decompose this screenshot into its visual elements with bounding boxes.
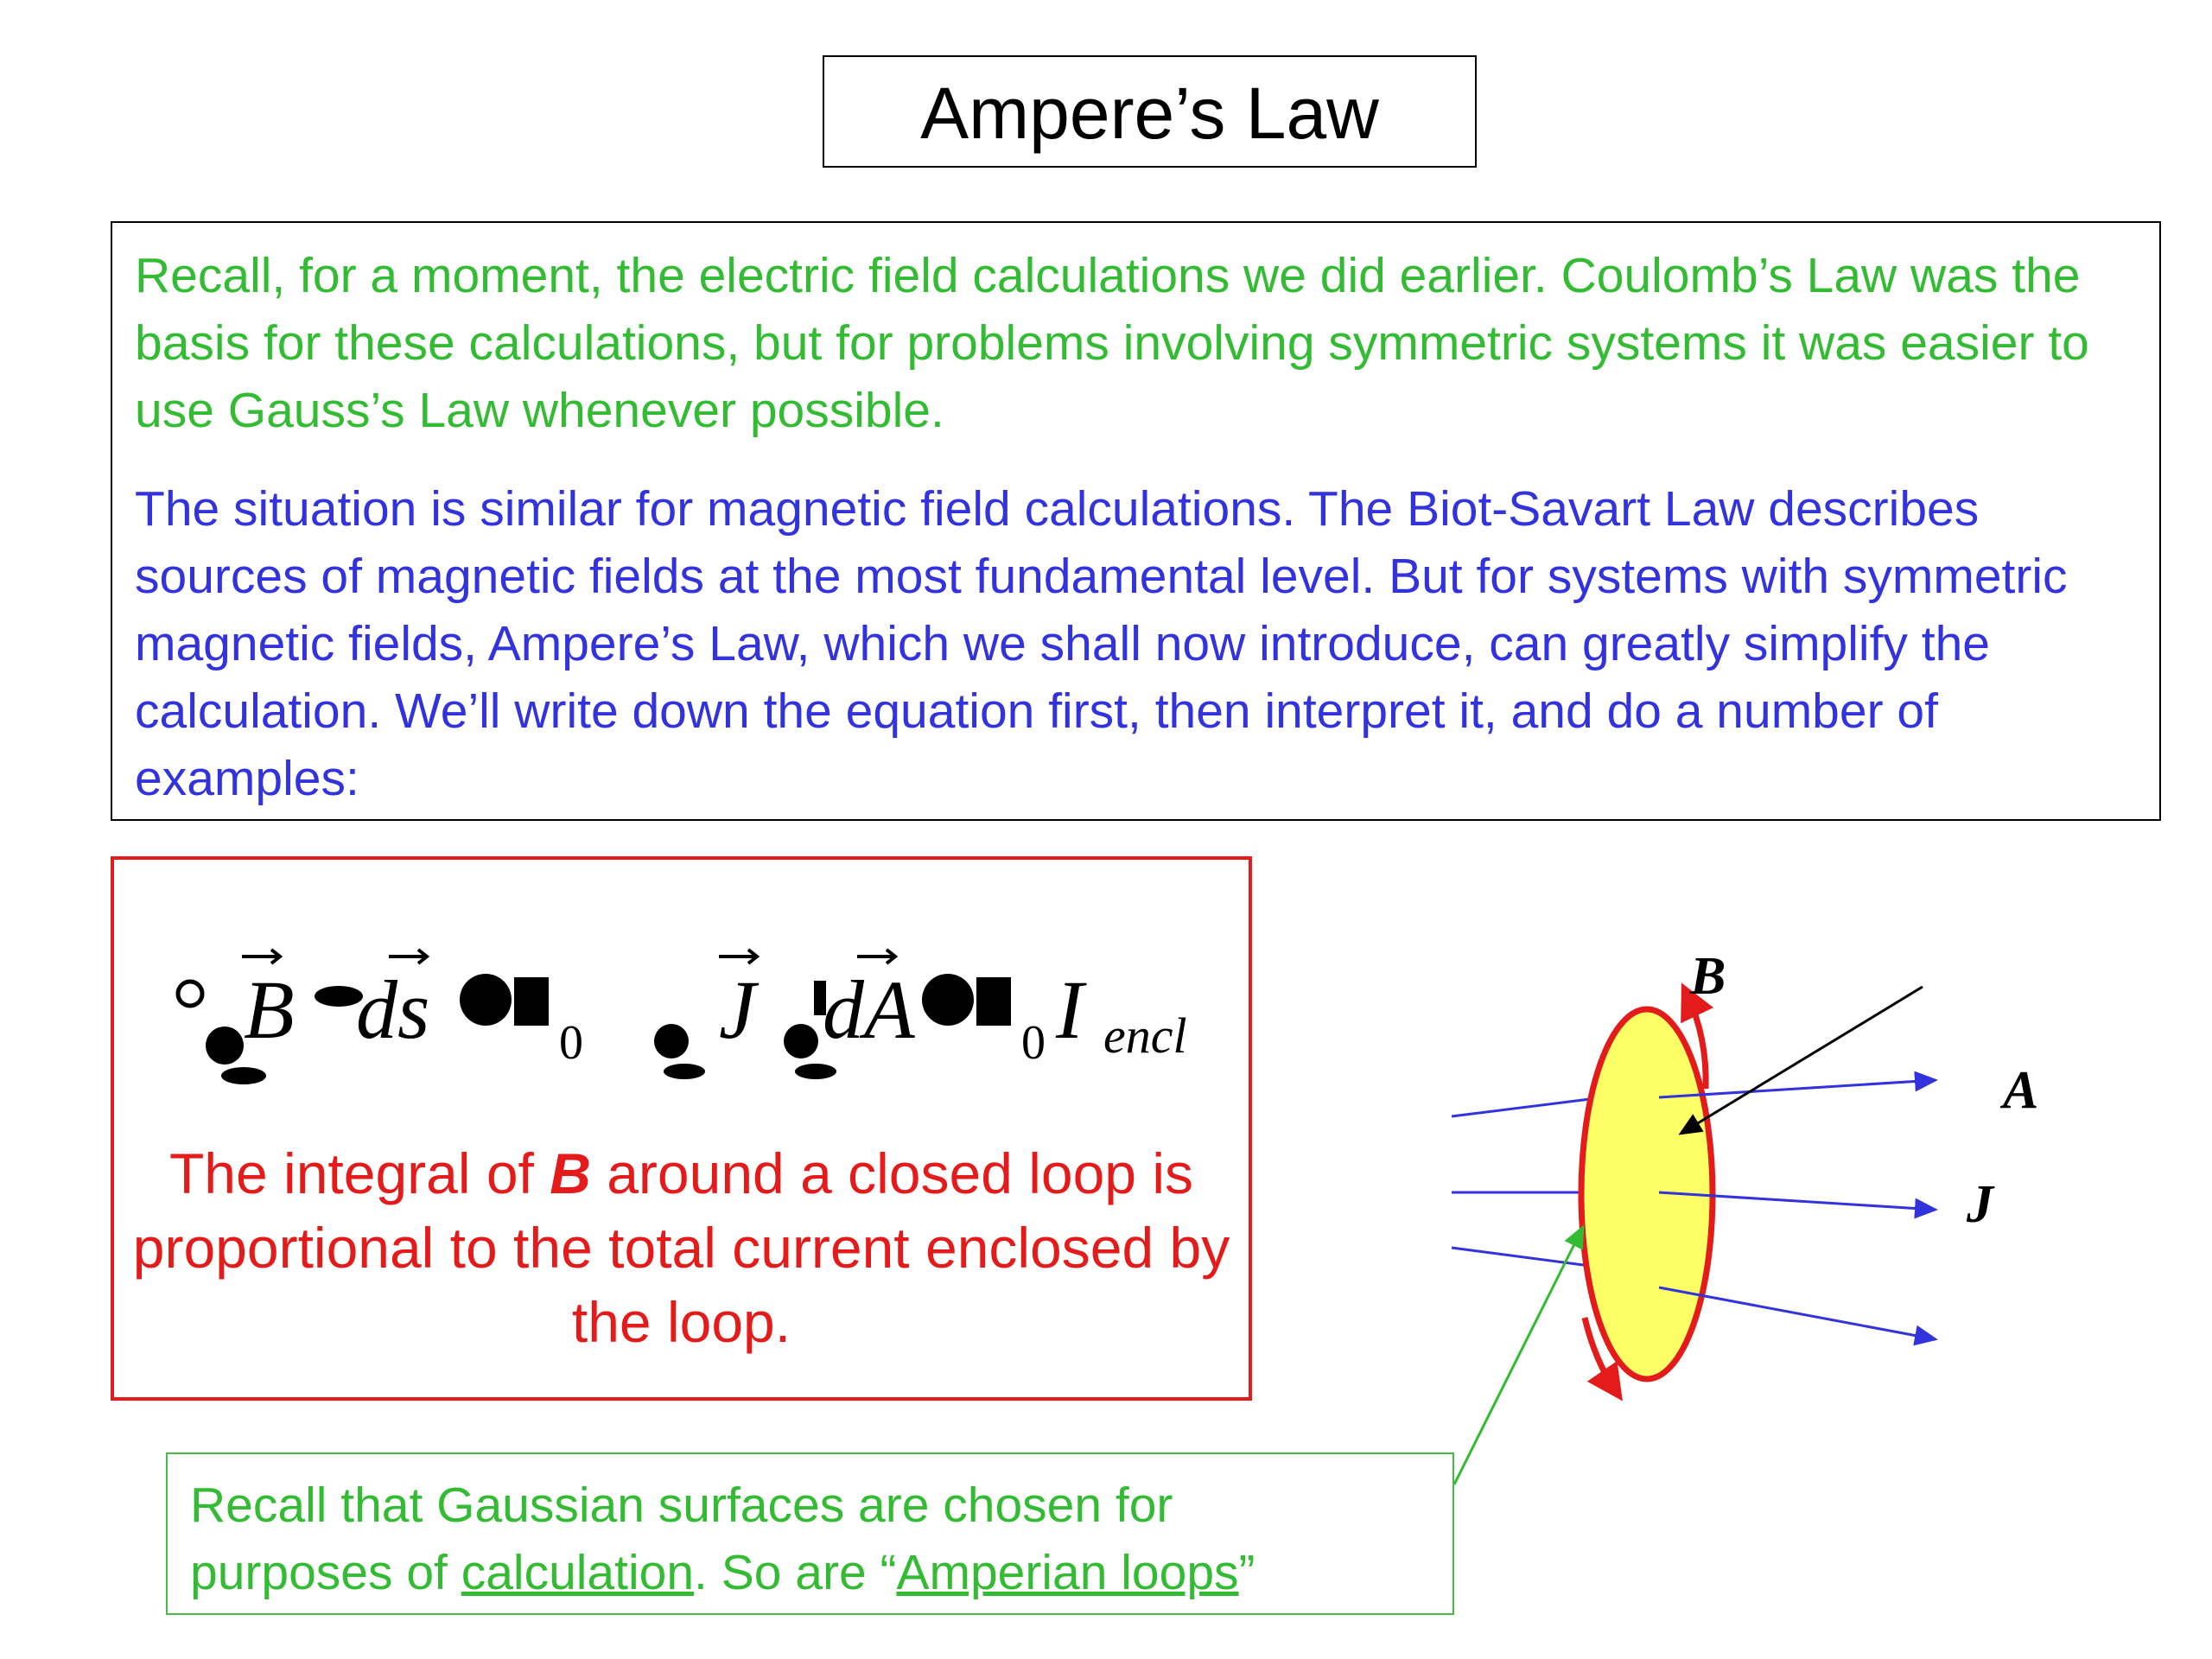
explanation-text-2: around a closed loop is proportional to the total current enclosed by the loop. xyxy=(132,1141,1230,1354)
equation-ds: ds xyxy=(356,963,430,1056)
equation-mu0-subscript-2: 0 xyxy=(1021,1016,1046,1070)
equation-B: B xyxy=(244,963,295,1056)
label-B: B xyxy=(1690,947,1726,1006)
equation-mu0-subscript: 0 xyxy=(559,1016,583,1070)
equation-dA: dA xyxy=(823,963,915,1056)
page-title: Ampere’s Law xyxy=(920,73,1379,154)
amperian-loops-link[interactable]: Amperian loops xyxy=(896,1545,1239,1600)
current-line-in-1 xyxy=(1452,1099,1590,1116)
note-prefix: purposes of xyxy=(190,1545,461,1600)
label-A: A xyxy=(2003,1061,2039,1120)
note-pointer-arrow xyxy=(1454,1227,1583,1484)
note-mid: . So are “ xyxy=(694,1545,897,1600)
note-suffix: ” xyxy=(1238,1545,1255,1600)
equation-J: J xyxy=(719,963,756,1056)
calculation-link[interactable]: calculation xyxy=(461,1545,695,1600)
intro-paragraph-ampere: The situation is similar for magnetic field calculations. The Biot-Savart Law describes sources of magnetic fields at the most fundamental level. But for systems with symmetric magnetic fields, Ampere’s Law, which we shall now introduce, can greatly simplify the calculation. We’ll write down the equation first, then interpret it, and do a number of examples: xyxy=(135,481,2068,806)
equation-I: I xyxy=(1056,963,1084,1056)
equation-encl: encl xyxy=(1103,1007,1187,1064)
explanation-bold-B: B xyxy=(550,1141,591,1205)
current-arrow-out-3 xyxy=(1659,1287,1936,1339)
note-line-1: Recall that Gaussian surfaces are chosen for xyxy=(190,1478,1173,1533)
intro-paragraph-gauss: Recall, for a moment, the electric field calculations we did earlier. Coulomb’s Law was the basis for these calculations, but for problems involving symmetric systems it was easier to use Gauss’s Law whenever possible. xyxy=(135,248,2089,438)
explanation-text-1: The integral of xyxy=(168,1141,550,1205)
label-J: J xyxy=(1967,1175,1993,1234)
area-vector-arrow xyxy=(1681,987,1923,1134)
